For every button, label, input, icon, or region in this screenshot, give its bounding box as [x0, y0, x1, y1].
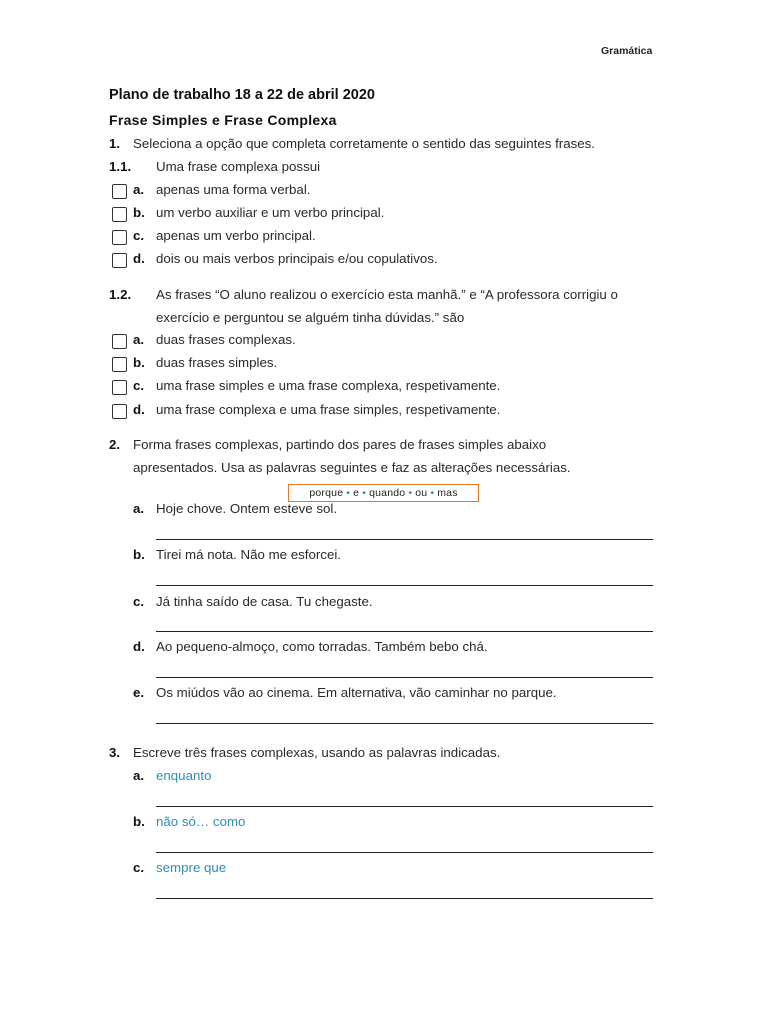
item-label: b. — [133, 547, 145, 562]
question-1-2-number: 1.2. — [109, 287, 132, 302]
question-1-1-text: Uma frase complexa possui — [156, 159, 321, 174]
option-text: dois ou mais verbos principais e/ou copulativos. — [156, 251, 438, 266]
exercise-3-number: 3. — [109, 745, 121, 760]
answer-line-3c[interactable] — [156, 898, 653, 899]
checkbox-1-2-a[interactable] — [112, 334, 127, 349]
option-text: apenas uma forma verbal. — [156, 182, 311, 197]
checkbox-1-2-d[interactable] — [112, 404, 127, 419]
item-text: Hoje chove. Ontem esteve sol. — [156, 501, 338, 516]
exercise-2-instruction-line-2: apresentados. Usa as palavras seguintes e faz as alterações necessárias. — [133, 460, 571, 475]
answer-line-2e[interactable] — [156, 723, 653, 724]
word-bank-word: porque — [309, 487, 344, 499]
answer-line-3b[interactable] — [156, 852, 653, 853]
connector-word: enquanto — [156, 768, 212, 783]
question-1-2-text-line-2: exercício e perguntou se alguém tinha dúvidas.” são — [156, 310, 465, 325]
item-label: d. — [133, 639, 145, 654]
item-text: Já tinha saído de casa. Tu chegaste. — [156, 594, 373, 609]
word-bank-box — [288, 484, 479, 502]
option-label: b. — [133, 205, 145, 220]
option-text: uma frase simples e uma frase complexa, respetivamente. — [156, 378, 501, 393]
option-text: uma frase complexa e uma frase simples, respetivamente. — [156, 402, 501, 417]
section-label: Gramática — [601, 45, 653, 57]
checkbox-1-1-c[interactable] — [112, 230, 127, 245]
option-text: duas frases complexas. — [156, 332, 296, 347]
option-text: duas frases simples. — [156, 355, 278, 370]
checkbox-1-2-b[interactable] — [112, 357, 127, 372]
item-label: c. — [133, 594, 145, 609]
bullet-separator: • — [362, 487, 367, 499]
connector-word: sempre que — [156, 860, 227, 875]
option-label: a. — [133, 182, 145, 197]
word-bank-word: e — [353, 487, 360, 499]
option-text: apenas um verbo principal. — [156, 228, 316, 243]
checkbox-1-1-b[interactable] — [112, 207, 127, 222]
word-bank-word: quando — [369, 487, 406, 499]
exercise-1-number: 1. — [109, 136, 121, 151]
bullet-separator: • — [408, 487, 413, 499]
answer-line-3a[interactable] — [156, 806, 653, 807]
item-text: Tirei má nota. Não me esforcei. — [156, 547, 341, 562]
answer-line-2a[interactable] — [156, 539, 653, 540]
exercise-2-number: 2. — [109, 437, 121, 452]
checkbox-1-1-d[interactable] — [112, 253, 127, 268]
item-label: e. — [133, 685, 145, 700]
answer-line-2b[interactable] — [156, 585, 653, 586]
bullet-separator: • — [430, 487, 435, 499]
exercise-2-instruction-line-1: Forma frases complexas, partindo dos pares de frases simples abaixo — [133, 437, 547, 452]
option-label: a. — [133, 332, 145, 347]
exercise-3-instruction: Escreve três frases complexas, usando as palavras indicadas. — [133, 745, 501, 760]
item-label: b. — [133, 814, 145, 829]
connector-word: não só… como — [156, 814, 246, 829]
option-label: d. — [133, 251, 145, 266]
word-bank-word: mas — [437, 487, 458, 499]
page-title: Plano de trabalho 18 a 22 de abril 2020 — [109, 87, 375, 103]
item-text: Os miúdos vão ao cinema. Em alternativa, vão caminhar no parque. — [156, 685, 557, 700]
item-label: a. — [133, 768, 145, 783]
answer-line-2d[interactable] — [156, 677, 653, 678]
option-text: um verbo auxiliar e um verbo principal. — [156, 205, 385, 220]
item-label: c. — [133, 860, 145, 875]
item-text: Ao pequeno-almoço, como torradas. Também bebo chá. — [156, 639, 488, 654]
option-label: d. — [133, 402, 145, 417]
option-label: c. — [133, 378, 145, 393]
item-label: a. — [133, 501, 145, 516]
exercise-1-instruction: Seleciona a opção que completa corretamente o sentido das seguintes frases. — [133, 136, 595, 151]
option-label: c. — [133, 228, 145, 243]
answer-line-2c[interactable] — [156, 631, 653, 632]
checkbox-1-1-a[interactable] — [112, 184, 127, 199]
checkbox-1-2-c[interactable] — [112, 380, 127, 395]
question-1-1-number: 1.1. — [109, 159, 132, 174]
bullet-separator: • — [346, 487, 351, 499]
page-subtitle: Frase Simples e Frase Complexa — [109, 112, 337, 128]
option-label: b. — [133, 355, 145, 370]
question-1-2-text-line-1: As frases “O aluno realizou o exercício esta manhã.” e “A professora corrigiu o — [156, 287, 618, 302]
word-bank-word: ou — [415, 487, 428, 499]
